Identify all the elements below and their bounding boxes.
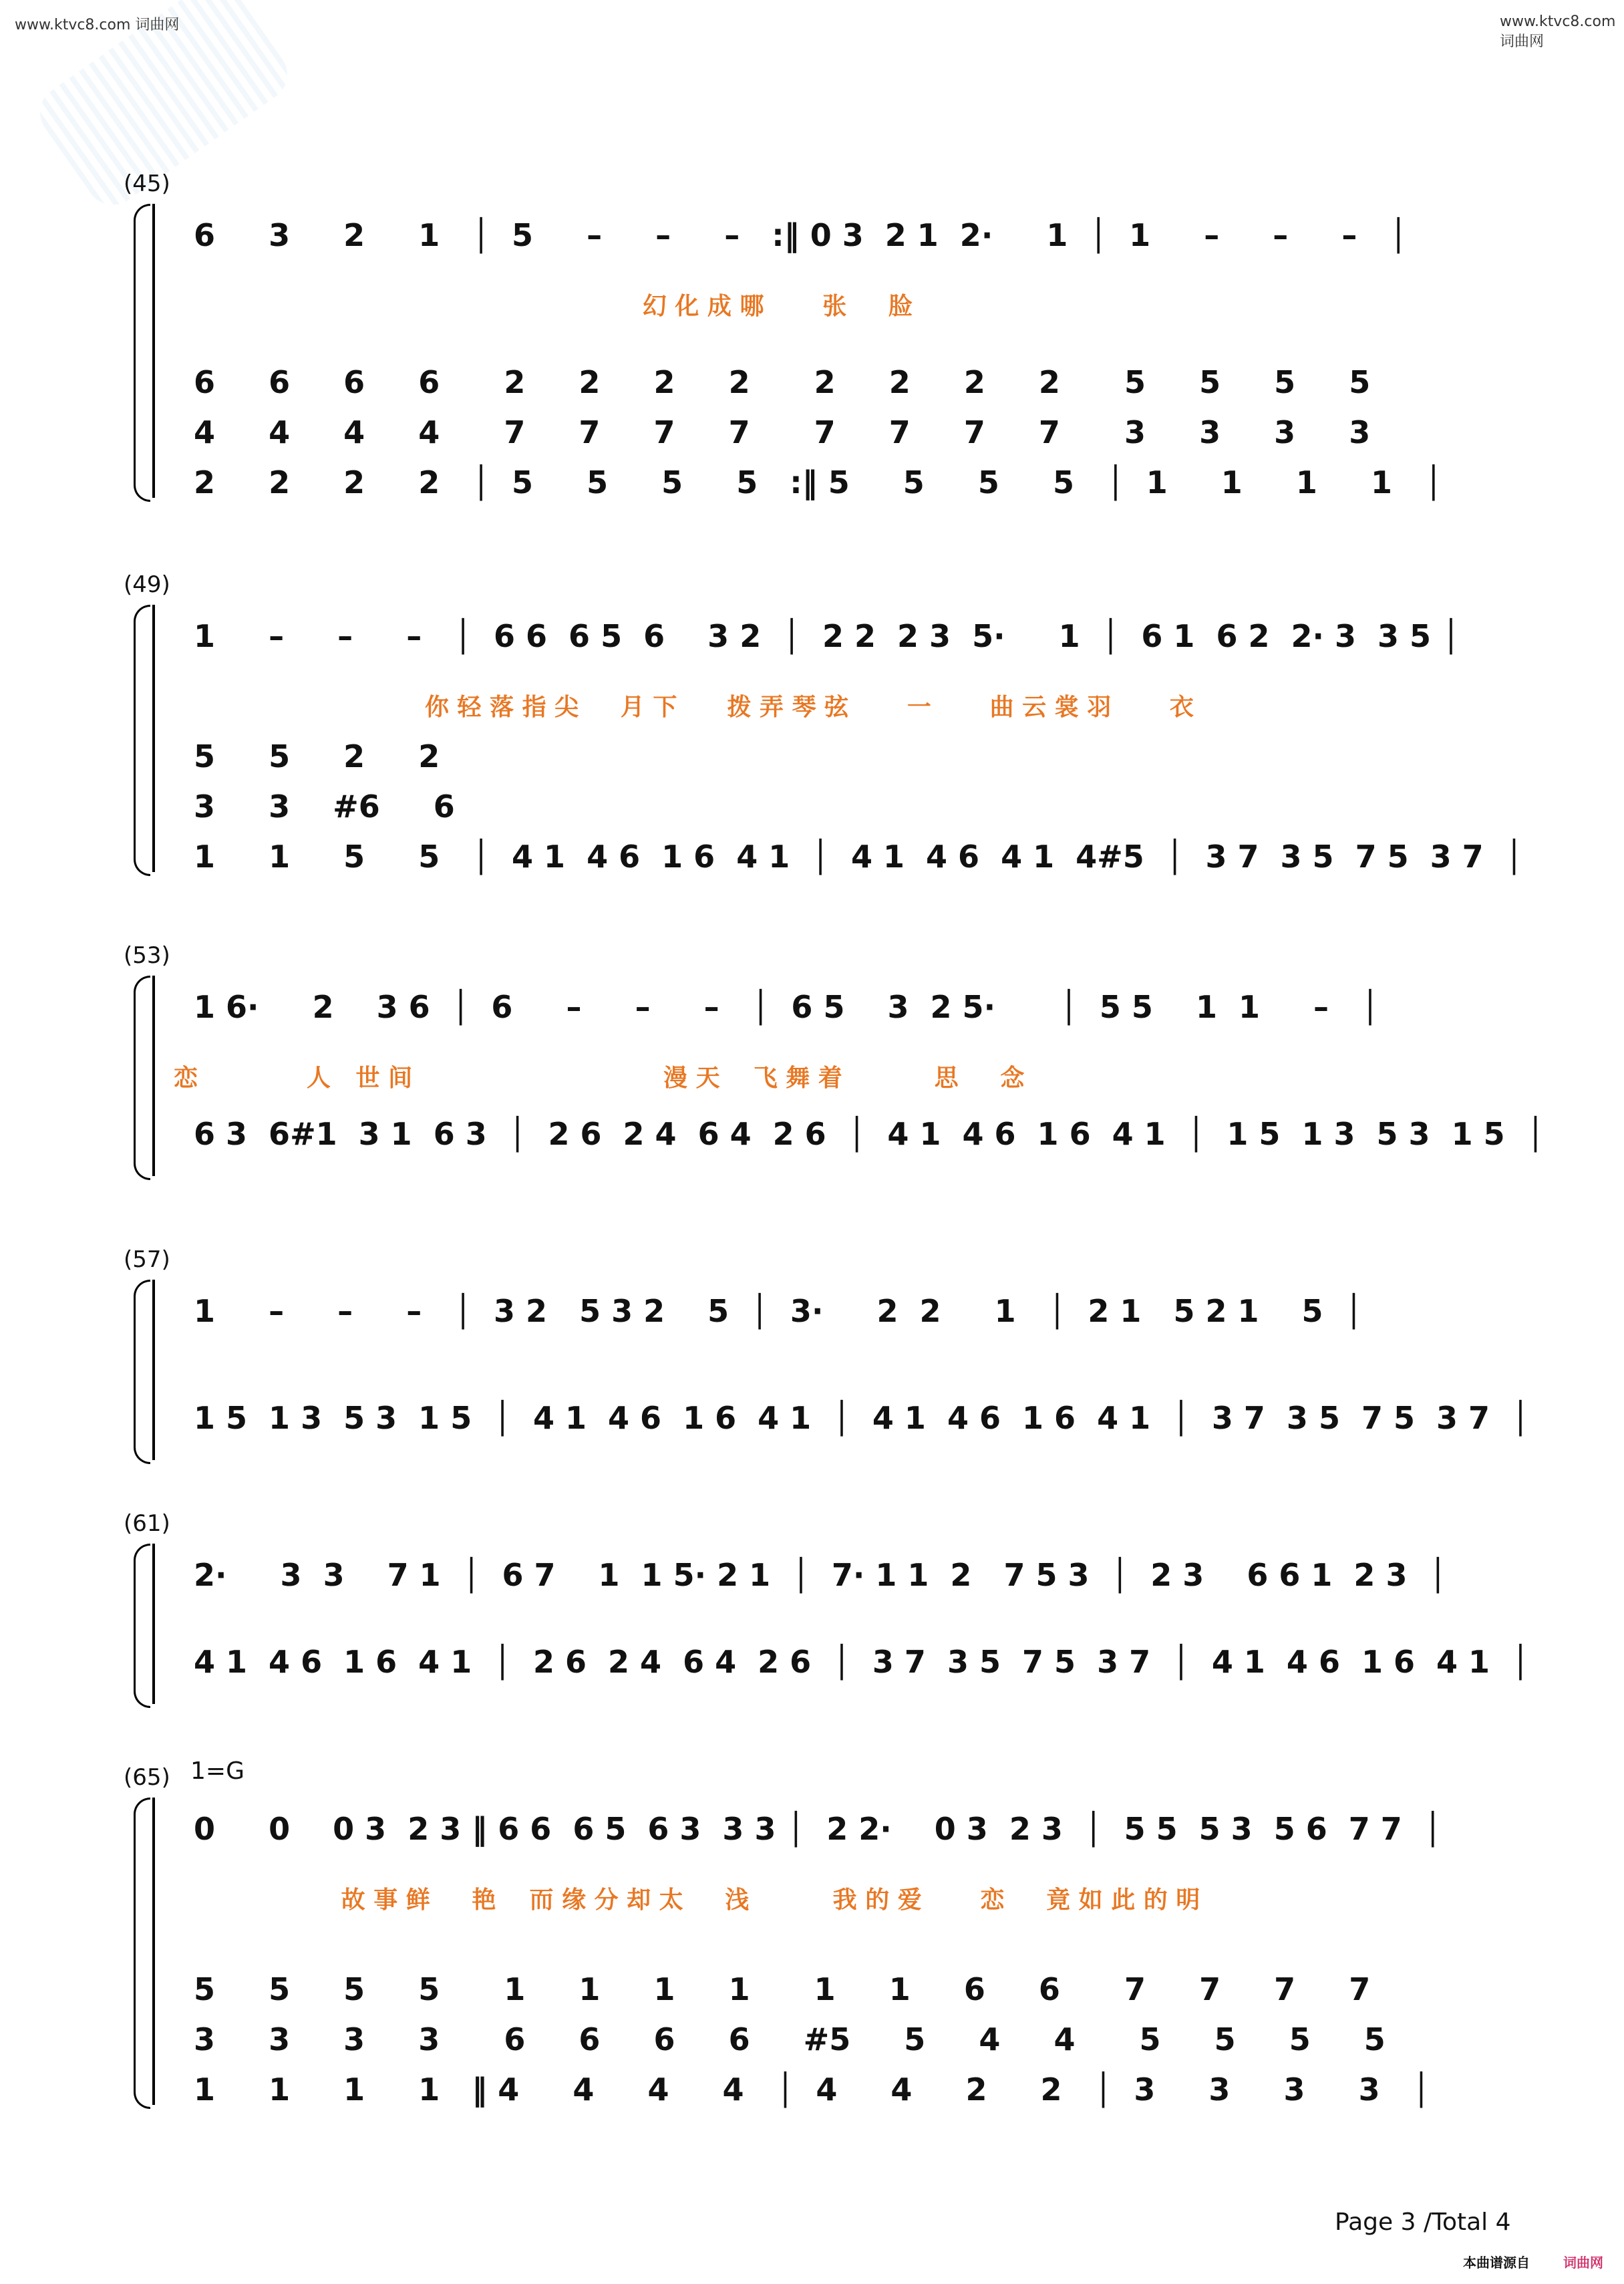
melody-line: 0 0 0 3 2 3 ‖ 6 6 6 5 6 3 3 3 │ 2 2· 0 3 2 3 │ 5 5 5 3 5 6 7 7 │: [194, 1811, 1442, 1847]
header-right: www.ktvc8.com 词曲网: [1500, 13, 1616, 50]
header-left: www.ktvc8.com 词曲网: [15, 17, 180, 33]
lyrics-line: 你 轻 落 指 尖 月 下 拨 弄 琴 弦 一 曲 云 裳 羽 衣: [174, 694, 1194, 721]
system-barline: [152, 1280, 155, 1460]
accompaniment-line: 1 1 1 1 ‖ 4 4 4 4 │ 4 4 2 2 │ 3 3 3 3 │: [194, 2072, 1431, 2108]
measure-number: (57): [124, 1246, 170, 1273]
accompaniment-line: 6 6 6 6 2 2 2 2 2 2 2 2 5 5 5 5: [194, 364, 1371, 400]
measure-number: (45): [124, 170, 170, 197]
melody-line: 2· 3 3 7 1 │ 6 7 1 1 5· 2 1 │ 7· 1 1 2 7 5 3 │ 2 3 6 6 1 2 3 │: [194, 1557, 1448, 1593]
measure-number: (65): [124, 1764, 170, 1791]
system-barline: [152, 204, 155, 498]
system-brace: [134, 204, 150, 502]
measure-number: (49): [124, 571, 170, 598]
system-barline: [152, 1798, 155, 2105]
system-brace: [134, 1798, 150, 2109]
accompaniment-line: 3 3 3 3 6 6 6 6 #5 5 4 4 5 5 5 5: [194, 2021, 1386, 2057]
system-brace: [134, 1544, 150, 1708]
system-brace: [134, 1280, 150, 1464]
melody-line: 1 6· 2 3 6 │ 6 – – – │ 6 5 3 2 5· │ 5 5 1 1 – │: [194, 989, 1379, 1025]
system-barline: [152, 976, 155, 1176]
credit-left: 本曲谱源自: [1463, 2255, 1530, 2271]
accompaniment-line: 4 4 4 4 7 7 7 7 7 7 7 7 3 3 3 3: [194, 414, 1371, 450]
key-signature: 1=G: [190, 1757, 245, 1785]
lyrics-line: 故 事 鲜 艳 而 缘 分 却 太 浅 我 的 爱 恋 竟 如 此 的 明: [174, 1886, 1200, 1914]
accompaniment-line: 2 2 2 2 │ 5 5 5 5 :‖ 5 5 5 5 │ 1 1 1 1 │: [194, 464, 1443, 501]
accompaniment-line: 1 5 1 3 5 3 1 5 │ 4 1 4 6 1 6 4 1 │ 4 1 4 6 1 6 4 1 │ 3 7 3 5 7 5 3 7 │: [194, 1400, 1530, 1436]
accompaniment-line: 3 3 #6 6: [194, 789, 455, 825]
melody-line: 1 – – – │ 3 2 5 3 2 5 │ 3· 2 2 1 │ 2 1 5 2 1 5 │: [194, 1293, 1363, 1329]
credit-right: 词曲网: [1563, 2255, 1603, 2271]
accompaniment-line: 6 3 6#1 3 1 6 3 │ 2 6 2 4 6 4 2 6 │ 4 1 4 6 1 6 4 1 │ 1 5 1 3 5 3 1 5 │: [194, 1116, 1545, 1152]
melody-line: 6 3 2 1 │ 5 – – – :‖ 0 3 2 1 2· 1 │ 1 – – – │: [194, 217, 1408, 253]
measure-number: (53): [124, 942, 170, 969]
measure-number: (61): [124, 1510, 170, 1537]
accompaniment-line: 5 5 2 2: [194, 738, 440, 774]
lyrics-line: 幻 化 成 哪 张 脸: [174, 293, 913, 320]
system-barline: [152, 1544, 155, 1704]
page-indicator: Page 3 /Total 4: [1335, 2208, 1511, 2236]
accompaniment-line: 5 5 5 5 1 1 1 1 1 1 6 6 7 7 7 7: [194, 1971, 1371, 2007]
system-brace: [134, 605, 150, 876]
melody-line: 1 – – – │ 6 6 6 5 6 3 2 │ 2 2 2 3 5· 1 │ 6 1 6 2 2· 3 3 5 │: [194, 618, 1460, 654]
system-brace: [134, 976, 150, 1180]
system-barline: [152, 605, 155, 872]
lyrics-line: 恋 人 世 间 漫 天 飞 舞 着 思 念: [174, 1064, 1025, 1092]
accompaniment-line: 1 1 5 5 │ 4 1 4 6 1 6 4 1 │ 4 1 4 6 4 1 4#5 │ 3 7 3 5 7 5 3 7 │: [194, 839, 1524, 875]
accompaniment-line: 4 1 4 6 1 6 4 1 │ 2 6 2 4 6 4 2 6 │ 3 7 3 5 7 5 3 7 │ 4 1 4 6 1 6 4 1 │: [194, 1644, 1530, 1680]
